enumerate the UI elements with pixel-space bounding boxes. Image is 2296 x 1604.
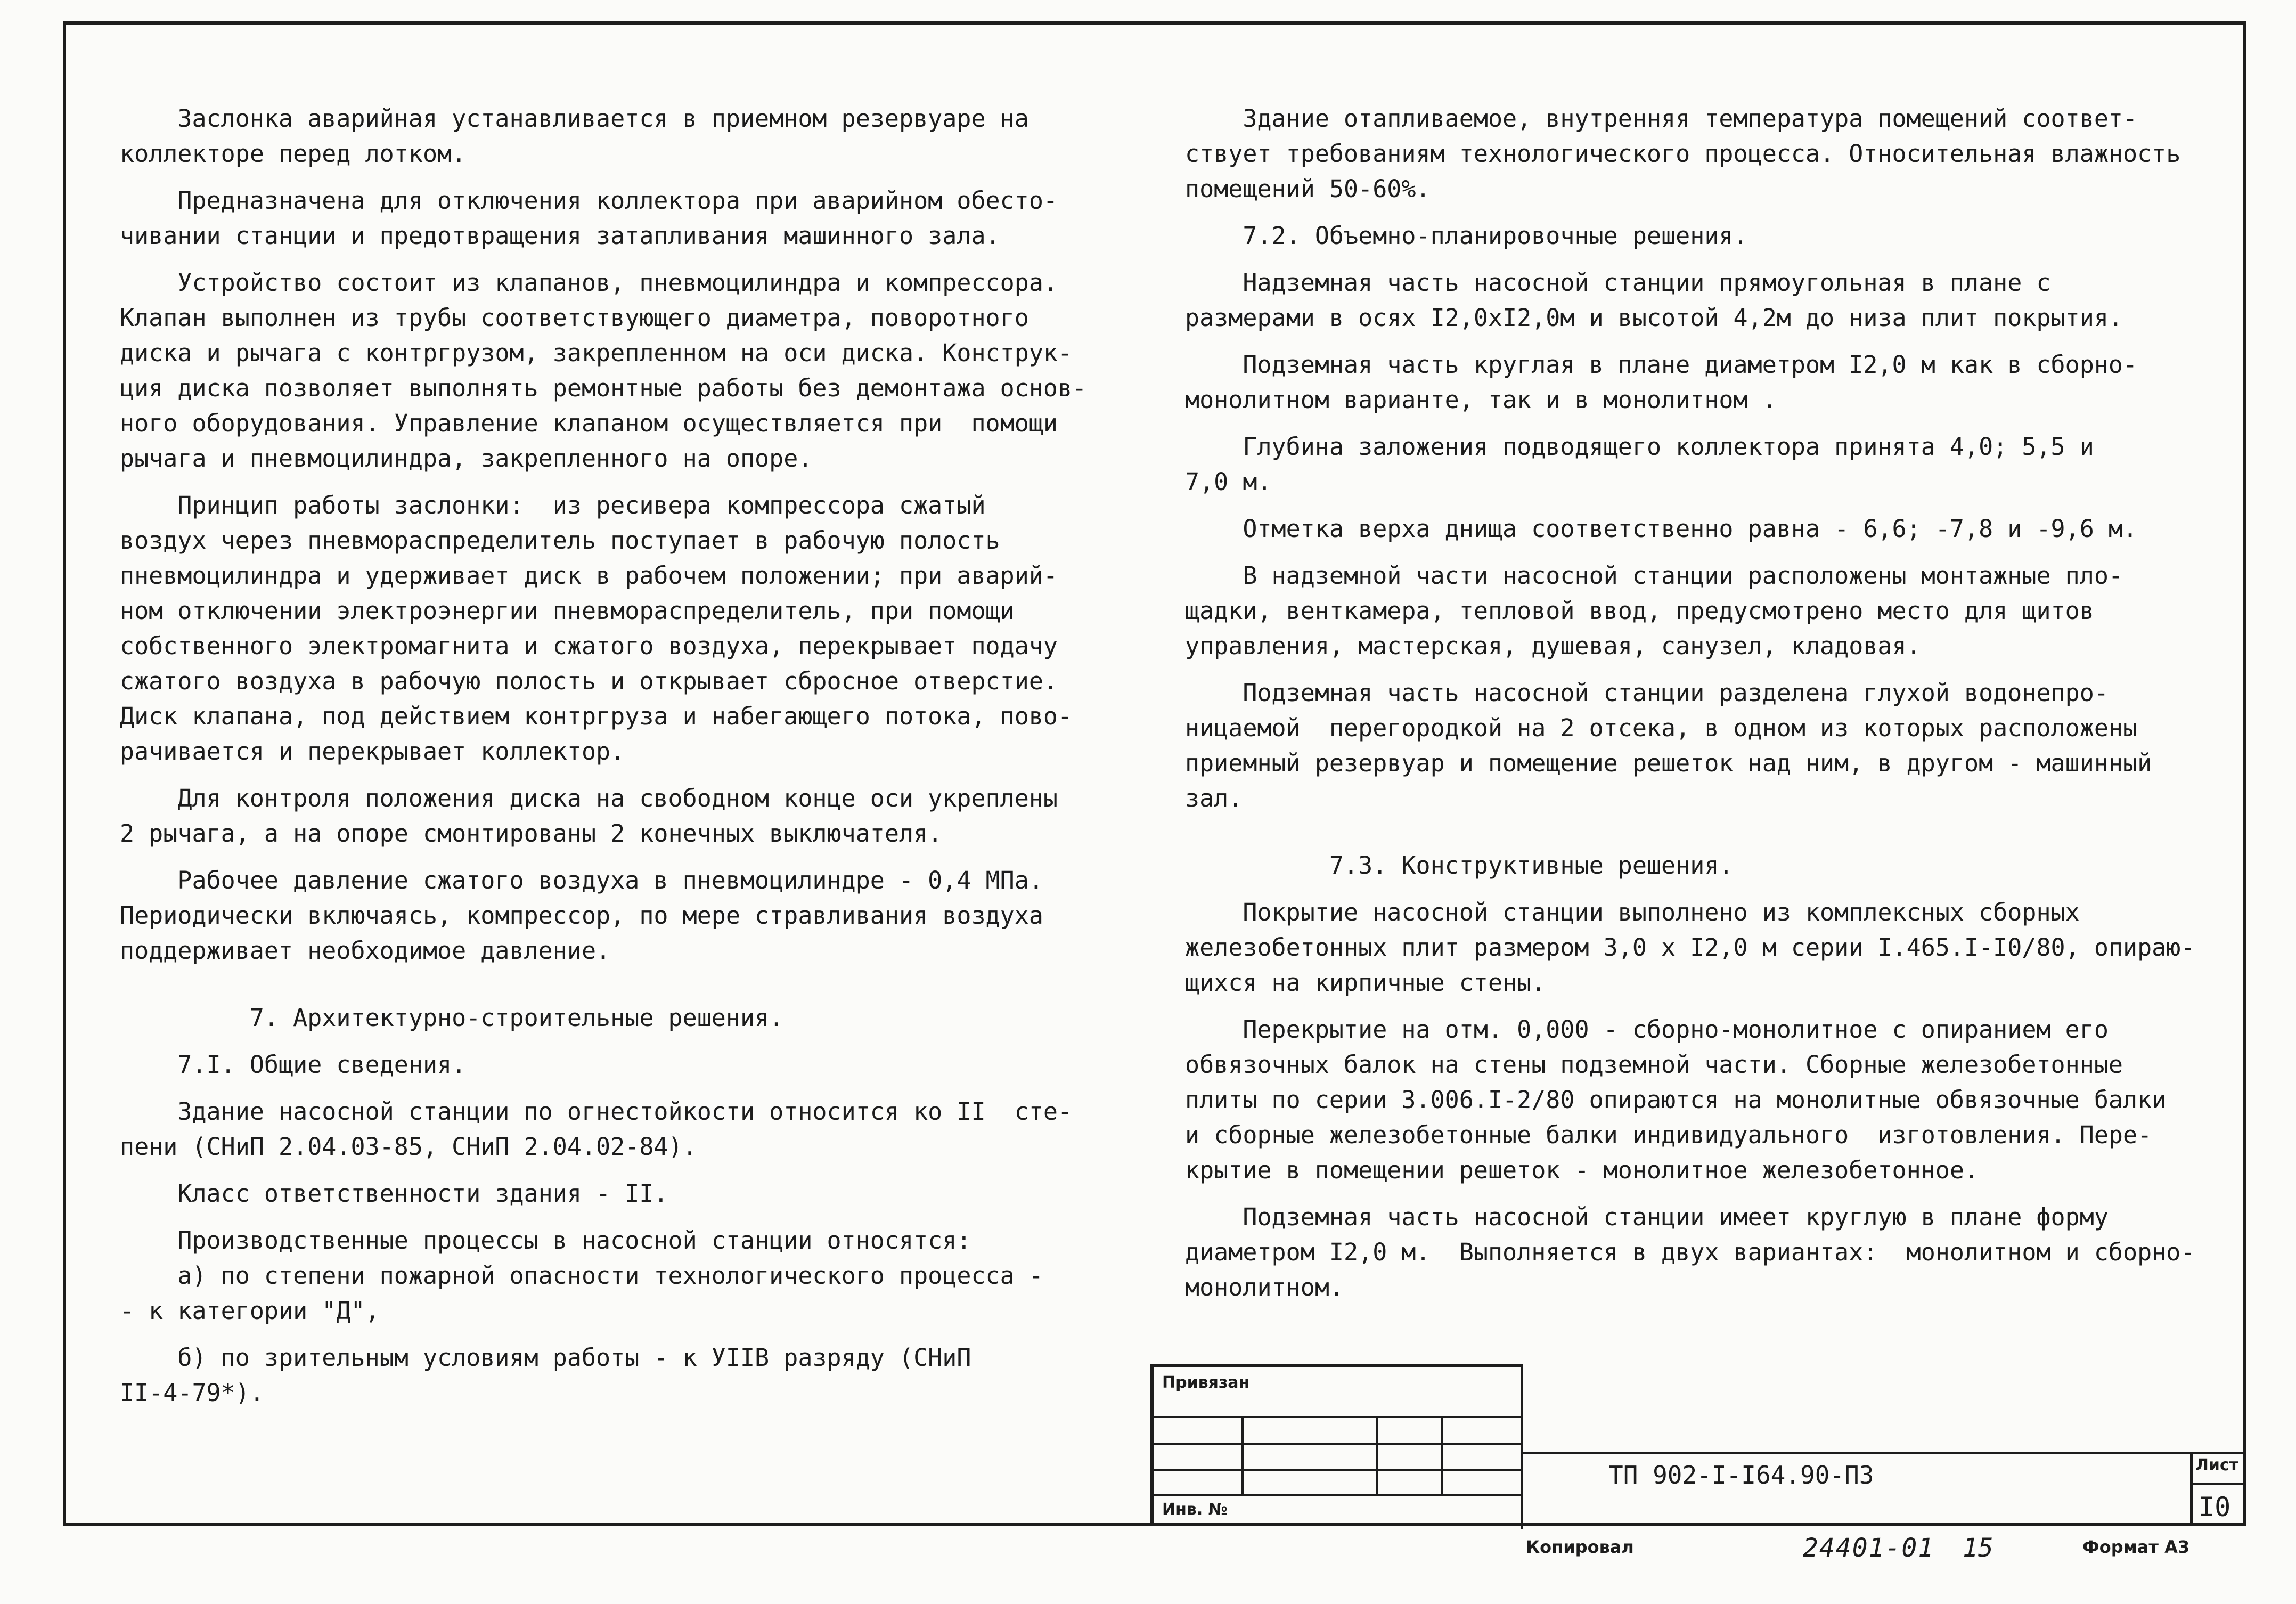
text-line: пени (СНиП 2.04.03-85, СНиП 2.04.02-84). xyxy=(120,1133,697,1161)
text-line: 7.2. Объемно-планировочные решения. xyxy=(1185,222,1748,250)
right-text-column xyxy=(1185,101,2224,1305)
text-line: Здание отапливаемое, внутренняя температура помещений соответ- xyxy=(1185,104,2138,133)
text-line: поддерживает необходимое давление. xyxy=(120,937,611,965)
text-line: - к категории "Д", xyxy=(120,1297,380,1325)
text-line: Подземная часть насосной станции имеет круглую в плане форму xyxy=(1185,1203,2109,1231)
text-line: а) по степени пожарной опасности технологического процесса - xyxy=(120,1261,1043,1290)
paragraph-gap xyxy=(1185,207,2224,218)
paragraph-gap xyxy=(1185,547,2224,558)
text-line: коллекторе перед лотком. xyxy=(120,140,467,168)
text-line: ствует требованиям технологического процесса. Относительная влажность xyxy=(1185,140,2181,168)
stamp-divider xyxy=(1241,1416,1244,1494)
paragraph-gap xyxy=(120,254,1121,265)
text-line: Диск клапана, под действием контргруза и набегающего потока, пово- xyxy=(120,702,1073,730)
sheet-box-rule xyxy=(2193,1483,2246,1485)
section-gap xyxy=(120,968,1121,1000)
text-line: Здание насосной станции по огнестойкости относится ко II сте- xyxy=(120,1097,1073,1126)
stamp-rule xyxy=(1154,1494,1523,1496)
text-line: 2 рычага, а на опоре смонтированы 2 конечных выключателя. xyxy=(120,819,943,848)
text-line: Производственные процессы в насосной станции относятся: xyxy=(120,1226,971,1255)
text-line: монолитном. xyxy=(1185,1273,1344,1301)
stamp-divider xyxy=(1441,1416,1443,1494)
section-gap xyxy=(1185,816,2224,848)
paragraph-gap xyxy=(120,1211,1121,1223)
sheet-label: Лист xyxy=(2195,1456,2239,1475)
text-line: ция диска позволяет выполнять ремонтные работы без демонтажа основ- xyxy=(120,374,1087,402)
text-line: сжатого воздуха в рабочую полость и открывает сбросное отверстие. xyxy=(120,667,1058,695)
text-line: Для контроля положения диска на свободном конце оси укреплены xyxy=(120,784,1058,812)
paragraph-gap xyxy=(1185,254,2224,265)
text-line: и сборные железобетонные балки индивидуального изготовления. Пере- xyxy=(1185,1121,2152,1149)
approval-stamp xyxy=(1150,1364,1523,1526)
text-line: управления, мастерская, душевая, санузел, кладовая. xyxy=(1185,632,1921,660)
text-line: зал. xyxy=(1185,784,1243,812)
copied-label: Копировал xyxy=(1526,1537,1634,1557)
text-line: Подземная часть круглая в плане диаметром I2,0 м как в сборно- xyxy=(1185,351,2138,379)
document-code: ТП 902-I-I64.90-ПЗ xyxy=(1608,1461,1874,1489)
text-line: Рабочее давление сжатого воздуха в пневмоцилиндре - 0,4 МПа. xyxy=(120,866,1043,894)
paragraph-gap xyxy=(120,769,1121,781)
text-line: диска и рычага с контргрузом, закрепленном на оси диска. Конструк- xyxy=(120,339,1073,367)
sheet-number: I0 xyxy=(2199,1492,2231,1522)
title-block-rule xyxy=(1523,1452,2246,1454)
text-line: щихся на кирпичные стены. xyxy=(1185,968,1546,997)
text-line: помещений 50-60%. xyxy=(1185,175,1431,203)
text-line: размерами в осях I2,0xI2,0м и высотой 4,2м до низа плит покрытия. xyxy=(1185,304,2123,332)
text-line: приемный резервуар и помещение решеток над ним, в другом - машинный xyxy=(1185,749,2152,777)
text-line: 7.3. Конструктивные решения. xyxy=(1185,851,1734,880)
inventory-number: 24401-01 xyxy=(1803,1533,1935,1563)
paragraph-gap xyxy=(120,1082,1121,1094)
text-line: Надземная часть насосной станции прямоугольная в плане с xyxy=(1185,268,2051,297)
stamp-rule xyxy=(1154,1416,1523,1418)
text-line: 7,0 м. xyxy=(1185,468,1272,496)
text-line: Принцип работы заслонки: из ресивера компрессора сжатый xyxy=(120,491,986,519)
text-line: воздух через пневмораспределитель поступает в рабочую полость xyxy=(120,526,1000,555)
text-line: рычага и пневмоцилиндра, закрепленного на опоре. xyxy=(120,444,813,473)
text-line: б) по зрительным условиям работы - к УIIВ разряду (СНиП xyxy=(120,1344,971,1372)
text-line: железобетонных плит размером 3,0 x I2,0 м серии I.465.I-I0/80, опираю- xyxy=(1185,933,2195,962)
stamp-rule xyxy=(1154,1443,1523,1445)
text-line: 7.I. Общие сведения. xyxy=(120,1051,467,1079)
text-line: Покрытие насосной станции выполнено из комплексных сборных xyxy=(1185,898,2080,926)
text-line: Глубина заложения подводящего коллектора принята 4,0; 5,5 и xyxy=(1185,433,2094,461)
paragraph-gap xyxy=(120,172,1121,183)
stamp-rule xyxy=(1154,1469,1523,1471)
stamp-divider xyxy=(1521,1367,1523,1529)
paragraph-gap xyxy=(120,1165,1121,1176)
text-line: ного оборудования. Управление клапаном осуществляется при помощи xyxy=(120,409,1058,437)
paragraph-gap xyxy=(1185,500,2224,511)
paragraph-gap xyxy=(1185,1000,2224,1012)
text-line: рачивается и перекрывает коллектор. xyxy=(120,737,625,766)
text-line: чивании станции и предотвращения затапливания машинного зала. xyxy=(120,222,1000,250)
text-line: Класс ответственности здания - II. xyxy=(120,1179,668,1208)
text-line: крытие в помещении решеток - монолитное железобетонное. xyxy=(1185,1156,1979,1184)
text-line: пневмоцилиндра и удерживает диск в рабочем положении; при аварий- xyxy=(120,561,1058,590)
text-line: Заслонка аварийная устанавливается в приемном резервуаре на xyxy=(120,104,1029,133)
text-line: Перекрытие на отм. 0,000 - сборно-монолитное с опиранием его xyxy=(1185,1015,2109,1044)
text-line: монолитном варианте, так и в монолитном . xyxy=(1185,386,1777,414)
paragraph-gap xyxy=(1185,336,2224,347)
paragraph-gap xyxy=(120,476,1121,488)
text-line: ницаемой перегородкой на 2 отсека, в одном из которых расположены xyxy=(1185,714,2138,742)
paragraph-gap xyxy=(1185,664,2224,675)
paragraph-gap xyxy=(120,1329,1121,1340)
text-line: Подземная часть насосной станции разделена глухой водонепро- xyxy=(1185,679,2109,707)
page-number: 15 xyxy=(1963,1533,1993,1563)
text-line: щадки, венткамера, тепловой ввод, предусмотрено место для щитов xyxy=(1185,597,2094,625)
text-line: 7. Архитектурно-строительные решения. xyxy=(120,1004,784,1032)
paragraph-gap xyxy=(1185,1188,2224,1200)
text-line: Предназначена для отключения коллектора при аварийном обесто- xyxy=(120,186,1058,215)
paragraph-gap xyxy=(120,851,1121,863)
text-line: II-4-79*). xyxy=(120,1379,264,1407)
text-line: Устройство состоит из клапанов, пневмоцилиндра и компрессора. xyxy=(120,268,1058,297)
inv-label: Инв. № xyxy=(1162,1500,1228,1519)
text-line: плиты по серии 3.006.I-2/80 опираются на монолитные обвязочные балки xyxy=(1185,1086,2167,1114)
paragraph-gap xyxy=(1185,883,2224,895)
text-line: ном отключении электроэнергии пневмораспределитель, при помощи xyxy=(120,597,1015,625)
text-line: Периодически включаясь, компрессор, по мере стравливания воздуха xyxy=(120,901,1043,930)
text-line: диаметром I2,0 м. Выполняется в двух вариантах: монолитном и сборно- xyxy=(1185,1238,2195,1266)
paragraph-gap xyxy=(1185,418,2224,429)
left-text-column xyxy=(120,101,1121,1411)
text-line: Клапан выполнен из трубы соответствующего диаметра, поворотного xyxy=(120,304,1029,332)
text-line: обвязочных балок на стены подземной части. Сборные железобетонные xyxy=(1185,1051,2123,1079)
text-line: Отметка верха днища соответственно равна - 6,6; -7,8 и -9,6 м. xyxy=(1185,515,2138,543)
paragraph-gap xyxy=(120,1036,1121,1047)
text-line: В надземной части насосной станции расположены монтажные пло- xyxy=(1185,561,2123,590)
privyazan-label: Привязан xyxy=(1162,1373,1250,1392)
format-label: Формат А3 xyxy=(2082,1537,2190,1557)
stamp-divider xyxy=(1376,1416,1378,1494)
text-line: собственного электромагнита и сжатого воздуха, перекрывает подачу xyxy=(120,632,1058,660)
